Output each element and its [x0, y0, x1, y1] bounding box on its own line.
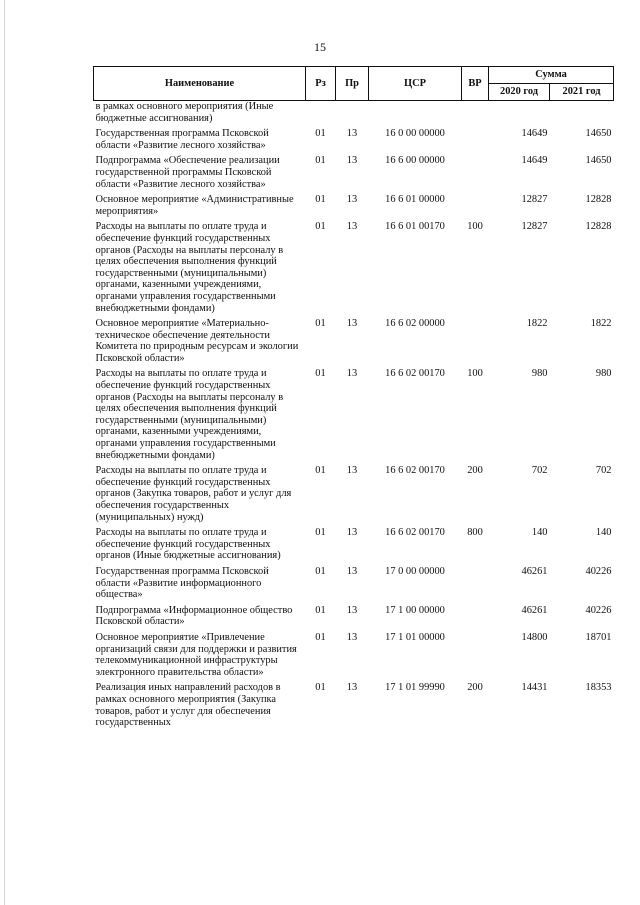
table-row [94, 465, 614, 527]
table-row [94, 682, 614, 732]
row-name: Расходы на выплаты по оплате труда и обеспечение функций государственных органов (Расходы на выплаты персоналу в целях обеспечения выполнения функций государственными (муниципальными) органами, казенными учреждениями, органами управления государственными внебюджетными фондами) [95, 368, 284, 461]
row-pr: 13 [346, 604, 358, 616]
header-name: Наименование [94, 67, 306, 101]
row-csr: 16 6 02 00000 [385, 318, 445, 330]
row-pr: 13 [346, 465, 358, 477]
row-sum-2020: 14800 [521, 631, 548, 643]
row-vr [462, 155, 489, 194]
row-sum-2020: 12827 [521, 194, 548, 206]
table-row [94, 566, 614, 605]
row-pr: 13 [346, 368, 358, 380]
row-rz: 01 [315, 368, 326, 380]
row-pr: 13 [346, 318, 358, 330]
row-sum-2020: 46261 [521, 565, 548, 577]
row-rz: 01 [315, 155, 326, 167]
row-rz [306, 101, 336, 129]
row-vr [462, 194, 489, 221]
row-sum-2021: 18353 [585, 682, 612, 694]
row-sum-2020: 702 [531, 465, 548, 477]
row-sum-2021: 12828 [585, 194, 612, 206]
header-2020: 2020 год [489, 84, 550, 101]
table-header [94, 67, 614, 101]
row-csr: 16 6 01 00000 [385, 194, 445, 206]
row-csr: 17 1 01 99990 [385, 682, 445, 694]
row-vr: 200 [467, 682, 483, 694]
row-sum-2021: 980 [595, 368, 612, 380]
row-rz: 01 [315, 682, 326, 694]
row-pr: 13 [346, 155, 358, 167]
row-vr [462, 128, 489, 155]
table-row [94, 368, 614, 465]
row-sum-2020: 14649 [521, 155, 548, 167]
row-pr: 13 [346, 194, 358, 206]
row-sum-2021: 14650 [585, 155, 612, 167]
row-vr [462, 605, 489, 632]
row-sum-2021: 14650 [585, 128, 612, 140]
row-vr [462, 566, 489, 605]
row-name: Основное мероприятие «Административные мероприятия» [95, 194, 294, 217]
row-name: Расходы на выплаты по оплате труда и обеспечение функций государственных органов (Расходы на выплаты персоналу в целях обеспечения выполнения функций государственными (муниципальными) органами, казенными учреждениями, органами управления государственными внебюджетными фондами) [95, 221, 284, 314]
row-vr: 200 [467, 465, 483, 477]
row-sum-2020 [489, 101, 550, 129]
row-pr: 13 [346, 221, 358, 233]
row-rz: 01 [315, 221, 326, 233]
row-name: Расходы на выплаты по оплате труда и обеспечение функций государственных органов (Иные бюджетные ассигнования) [95, 527, 281, 562]
header-sum: Сумма [489, 67, 614, 84]
page-number: 15 [314, 40, 326, 54]
row-csr: 16 6 01 00170 [385, 221, 445, 233]
row-rz: 01 [315, 194, 326, 206]
table-row [94, 632, 614, 682]
row-sum-2020: 980 [531, 368, 548, 380]
row-name: Расходы на выплаты по оплате труда и обеспечение функций государственных органов (Закупка товаров, работ и услуг для обеспечения государственных (муниципальных) нужд) [95, 465, 292, 523]
budget-table [93, 66, 614, 733]
row-pr: 13 [346, 565, 358, 577]
row-vr [462, 318, 489, 368]
row-csr [369, 101, 462, 129]
row-name: Основное мероприятие «Материально-техническое обеспечение деятельности Комитета по природным ресурсам и экологии Псковской области» [95, 318, 299, 364]
row-csr: 16 0 00 00000 [385, 128, 445, 140]
row-rz: 01 [315, 527, 326, 539]
row-sum-2020: 14431 [521, 682, 548, 694]
table-row [94, 155, 614, 194]
row-name: в рамках основного мероприятия (Иные бюджетные ассигнования) [95, 101, 274, 124]
row-vr: 100 [467, 221, 483, 233]
row-rz: 01 [315, 604, 326, 616]
row-rz: 01 [315, 128, 326, 140]
row-vr: 100 [467, 368, 483, 380]
row-csr: 16 6 02 00170 [385, 527, 445, 539]
row-sum-2020: 1822 [526, 318, 548, 330]
row-pr: 13 [346, 128, 358, 140]
row-sum-2021: 12828 [585, 221, 612, 233]
table-row [94, 527, 614, 566]
table-row [94, 221, 614, 318]
header-vr: ВР [462, 67, 489, 101]
row-rz: 01 [315, 565, 326, 577]
row-rz: 01 [315, 318, 326, 330]
table-row [94, 128, 614, 155]
row-pr [336, 101, 369, 129]
table-body [94, 101, 614, 733]
header-csr: ЦСР [369, 67, 462, 101]
row-sum-2020: 14649 [521, 128, 548, 140]
table-row [94, 194, 614, 221]
row-sum-2021: 140 [595, 527, 612, 539]
row-csr: 17 0 00 00000 [385, 565, 445, 577]
row-pr: 13 [346, 682, 358, 694]
row-csr: 17 1 00 00000 [385, 604, 445, 616]
row-sum-2020: 12827 [521, 221, 548, 233]
row-sum-2020: 46261 [521, 604, 548, 616]
row-pr: 13 [346, 527, 358, 539]
row-sum-2021 [550, 101, 614, 129]
row-vr: 800 [467, 527, 483, 539]
row-name: Государственная программа Псковской области «Развитие лесного хозяйства» [95, 128, 269, 151]
row-rz: 01 [315, 631, 326, 643]
row-vr [462, 632, 489, 682]
table-row [94, 318, 614, 368]
header-2021: 2021 год [550, 84, 614, 101]
row-csr: 17 1 01 00000 [385, 631, 445, 643]
row-pr: 13 [346, 631, 358, 643]
row-sum-2021: 1822 [590, 318, 612, 330]
row-sum-2021: 40226 [585, 565, 612, 577]
row-csr: 16 6 02 00170 [385, 465, 445, 477]
header-pr: Пр [336, 67, 369, 101]
table-row [94, 101, 614, 129]
row-name: Основное мероприятие «Привлечение организаций связи для поддержки и развития телекоммуникационной инфраструктуры электронного правительства области» [95, 631, 297, 678]
row-csr: 16 6 00 00000 [385, 155, 445, 167]
header-rz: Рз [306, 67, 336, 101]
row-sum-2021: 40226 [585, 604, 612, 616]
row-name: Подпрограмма «Обеспечение реализации государственной программы Псковской области «Развитие лесного хозяйства» [95, 155, 280, 190]
row-name: Государственная программа Псковской области «Развитие информационного общества» [95, 565, 269, 601]
row-sum-2021: 18701 [585, 631, 612, 643]
table-row [94, 605, 614, 632]
row-sum-2020: 140 [531, 527, 548, 539]
row-vr [462, 101, 489, 129]
row-name: Реализация иных направлений расходов в рамках основного мероприятия (Закупка товаров, работ и услуг для обеспечения государственных [95, 682, 281, 729]
row-csr: 16 6 02 00170 [385, 368, 445, 380]
row-rz: 01 [315, 465, 326, 477]
scan-edge-line [4, 0, 5, 905]
row-name: Подпрограмма «Информационное общество Псковской области» [95, 604, 293, 628]
row-sum-2021: 702 [595, 465, 612, 477]
